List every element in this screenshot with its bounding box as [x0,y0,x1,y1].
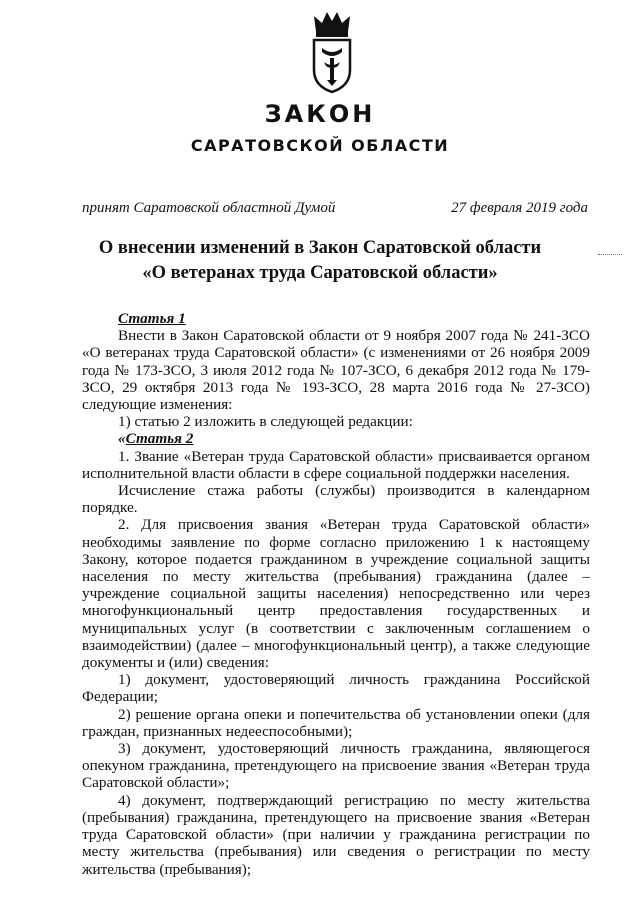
paragraph-document-2: 2) решение органа опеки и попечительства об установлении опеки (для граждан, признанных недееспособными); [82,705,590,740]
paragraph-document-3: 3) документ, удостоверяющий личность гражданина, являющегося опекуном гражданина, претендующего на присвоение звания «Ветеран труда Саратовской области»; [82,740,590,792]
paragraph-article-2-point-2: 2. Для присвоения звания «Ветеран труда Саратовской области» необходимы заявление по форме согласно приложению 1 к настоящему Закону, которое подается гражданином в учреждение социальной защиты населения по месту жительства (пребывания) гражданина (далее – учреждение социальной защиты населения) непосредственно или через многофункциональный центр предоставления государственных и муниципальных услуг (в соответствии с заключенным соглашением о взаимодействии) (далее – многофункциональный центр), а также следующие документы и (или) сведения: [82,516,590,672]
law-region-subtitle: САРАТОВСКОЙ ОБЛАСТИ [190,136,450,155]
paragraph-document-4: 4) документ, подтверждающий регистрацию по месту жительства (пребывания) гражданина, претендующего на присвоение звания «Ветеран труда Саратовской области» (при наличии у гражданина регистрации по месту жительства (пребывания) или сведения о регистрации по месту жительства (пребывания); [82,791,590,878]
paragraph-article-2-point-1: 1. Звание «Ветеран труда Саратовской области» присваивается органом исполнительной власти области в сфере социальной поддержки населения. [82,447,590,482]
coat-of-arms-emblem-icon [308,10,356,94]
paragraph-document-1: 1) документ, удостоверяющий личность гражданина Российской Федерации; [82,671,590,706]
law-title: ЗАКОН [264,100,376,128]
paragraph-item-1: 1) статью 2 изложить в следующей редакции: [118,413,413,431]
article-1-title: Статья 1 [118,310,186,327]
law-body [82,310,590,878]
law-heading-line-1: О внесении изменений в Закон Саратовской области [98,238,542,258]
adoption-date: 27 февраля 2019 года [451,200,588,216]
law-heading-line-2: «О ветеранах труда Саратовской области» [142,263,498,283]
paragraph-intro: Внести в Закон Саратовской области от 9 ноября 2007 года № 241-ЗСО «О ветеранах труда Саратовской области» (с изменениями от 26 ноября 2009 года № 173-ЗСО, 3 июля 2012 года № 107-ЗСО, 6 декабря 2012 года № 179-ЗСО, 29 октября 2013 года № 193-ЗСО, 28 марта 2016 года № 27-ЗСО) следующие изменения: [82,327,590,414]
article-2-title: «Статья 2 [118,430,194,448]
scan-mark [598,254,622,258]
adopted-by-text: принят Саратовской областной Думой [82,200,336,216]
paragraph-calculation: Исчисление стажа работы (службы) производится в календарном порядке. [82,482,590,517]
